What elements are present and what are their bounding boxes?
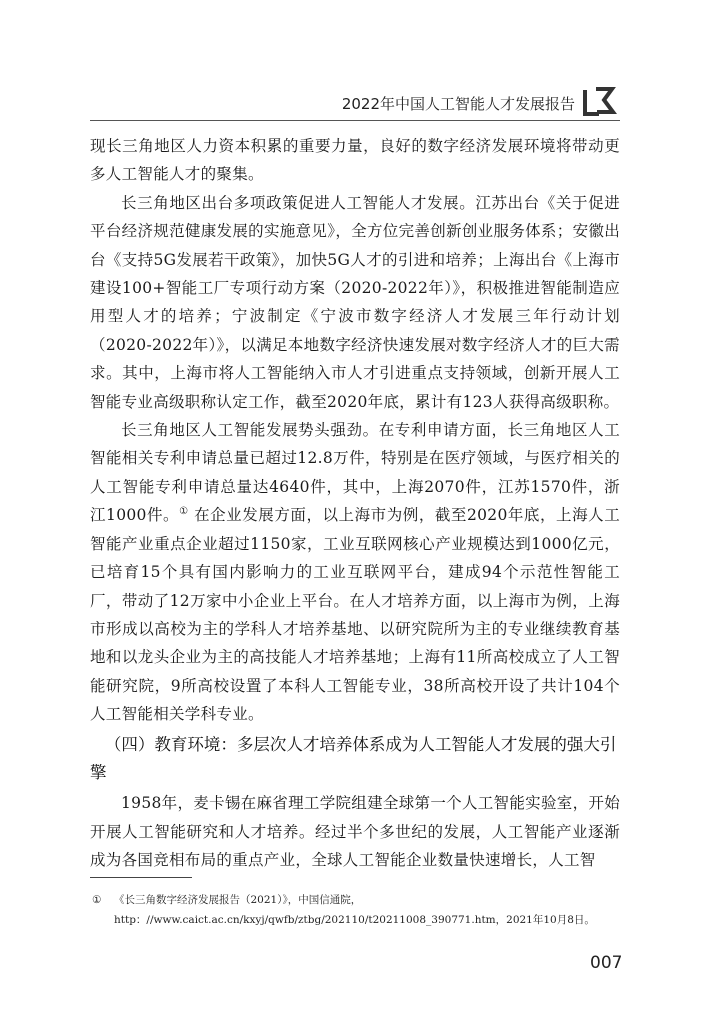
footnote-rule xyxy=(90,877,192,878)
header-rule xyxy=(90,120,620,121)
paragraph-2: 长三角地区出台多项政策促进人工智能人才发展。江苏出台《关于促进平台经济规范健康发展的实施意见》，全方位完善创新创业服务体系；安徽出台《支持5G发展若干政策》，加快5G人才的引进和培养；上海出台《上海市建设100+智能工厂专项行动方案（2020-2022年）》，积极推进智能制造应用型人才的培养；宁波制定《宁波市数字经济人才发展三年行动计划（2020-2022年）》，以满足本地数字经济快速发展对数字经济人才的巨大需求。其中，上海市将人工智能纳入市人才引进重点支持领域，创新开展人工智能专业高级职称认定工作，截至2020年底，累计有123人获得高级职称。 xyxy=(90,193,620,411)
running-header-title: 2022年中国人工智能人才发展报告 xyxy=(341,95,575,113)
paragraph-4: 1958年，麦卡锡在麻省理工学院组建全球第一个人工智能实验室，开始开展人工智能研究和人才培养。经过半个多世纪的发展，人工智能产业逐渐成为各国竞相布局的重点产业，全球人工智能企业数量快速增长，人工智 xyxy=(90,794,620,870)
footnote xyxy=(92,890,620,930)
paragraph-3-part-1: 长三角地区人工智能发展势头强劲。在专利申请方面，长三角地区人工智能相关专利申请总量已超过12.8万件，特别是在医疗领域，与医疗相关的人工智能专利申请总量达4640件，其中，上海2070件，江苏1570件，浙江1000件。 xyxy=(90,421,620,525)
section-heading: （四）教育环境：多层次人才培养体系成为人工智能人才发展的强大引擎 xyxy=(90,734,617,782)
body-text xyxy=(90,132,620,875)
footnote-reference[interactable]: ① xyxy=(179,506,189,518)
paragraph-1: 现长三角地区人力资本积累的重要力量，良好的数字经济发展环境将带动更多人工智能人才的聚集。 xyxy=(90,137,620,184)
footnote-text: 《长三角数字经济发展报告（2021）》，中国信通院，http：//www.caict.ac.cn/kxyj/qwfb/ztbg/202110/t20211008_390771.htm，2021年10月8日。 xyxy=(114,894,595,926)
paragraph-3 xyxy=(90,416,620,728)
footnote-mark: ① xyxy=(92,894,102,906)
report-logo-icon xyxy=(582,86,618,116)
page-number: 007 xyxy=(590,953,623,973)
paragraph-3-part-2: 在企业发展方面，以上海市为例，截至2020年底，上海人工智能产业重点企业超过1150家，工业互联网核心产业规模达到1000亿元，已培育15个具有国内影响力的工业互联网平台，建成94个示范性智能工厂，带动了12万家中小企业上平台。在人才培养方面，以上海市为例，上海市形成以高校为主的学科人才培养基地、以研究院所为主的专业继续教育基地和以龙头企业为主的高技能人才培养基地；上海有11所高校成立了人工智能研究院，9所高校设置了本科人工智能专业，38所高校开设了共计104个人工智能相关学科专业。 xyxy=(90,506,621,724)
